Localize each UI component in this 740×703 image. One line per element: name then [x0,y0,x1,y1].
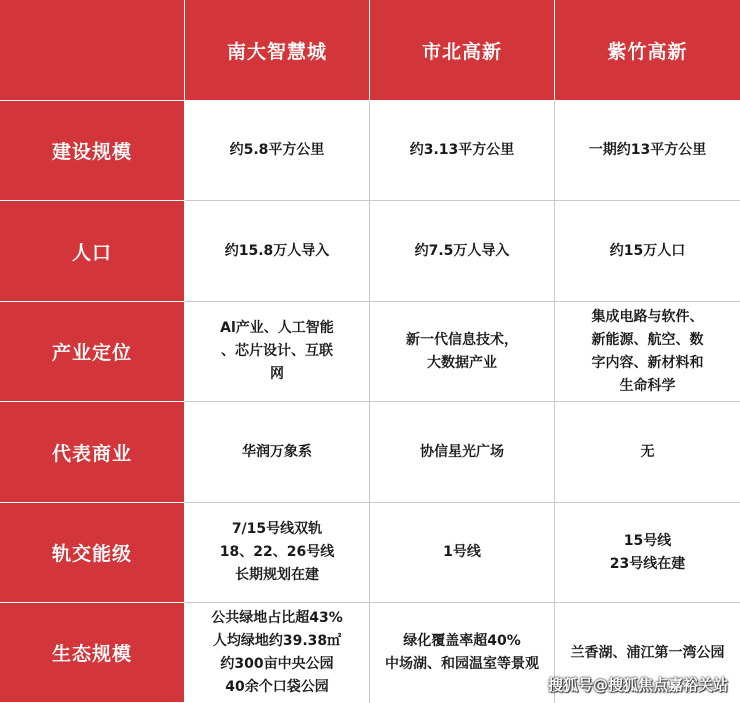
cell-line: 7/15号线双轨 [231,521,323,537]
table-cell [185,201,370,302]
cell-text [610,240,685,263]
cell-text [230,139,325,162]
row-label: 生态规模 [0,603,185,703]
cell-text [415,240,510,263]
cell-text [420,441,504,464]
cell-text [225,240,330,263]
table-cell [185,302,370,402]
cell-line: 约3.13平方公里 [409,142,515,158]
table-cell [555,101,740,201]
cell-line: 1号线 [443,544,481,560]
cell-line: 18、22、26号线 [219,544,335,560]
cell-line: 绿化覆盖率超40% [403,633,521,649]
table-cell [555,503,740,603]
table-cell [370,101,555,201]
watermark-text: 搜狐号@搜狐焦点嘉裕关站 [547,676,728,694]
cell-text [220,518,334,587]
cell-line: 长期规划在建 [234,567,319,583]
cell-text [406,329,518,375]
cell-text [220,317,334,386]
cell-line: 40余个口袋公园 [225,679,329,695]
cell-line: 字内容、新材料和 [591,354,704,371]
table-cell [185,603,370,703]
cell-line: 网 [269,366,284,382]
cell-line: 无 [640,443,655,460]
table-cell [370,402,555,503]
column-header-shibei: 市北高新 [370,0,555,101]
cell-text [410,139,515,162]
cell-text [571,642,725,665]
table-cell [555,201,740,302]
column-header-zizhu: 紫竹高新 [555,0,740,101]
cell-line: 华润万象系 [242,443,312,460]
cell-line: 一期约13平方公里 [588,142,707,158]
table-cell [185,101,370,201]
cell-text [592,306,704,398]
cell-line: 约15.8万人导入 [224,242,330,259]
cell-line: 人均绿地约39.38㎡ [212,633,342,649]
table-cell [370,201,555,302]
cell-line: 新能源、航空、数 [591,331,704,348]
cell-text [641,441,655,464]
row-label: 产业定位 [0,302,185,402]
table-cell [370,603,555,703]
cell-line: 新一代信息技术， [406,331,518,348]
cell-text [610,530,685,576]
cell-text [443,541,481,564]
row-label: 代表商业 [0,402,185,503]
table-cell [370,503,555,603]
cell-text [385,630,539,676]
cell-line: 约5.8平方公里 [229,142,325,158]
cell-line: 约7.5万人导入 [414,242,510,259]
cell-line: 、芯片设计、互联 [220,343,333,359]
table-cell [185,503,370,603]
row-label: 建设规模 [0,101,185,201]
cell-line: 生命科学 [619,377,676,394]
cell-line: 15号线 [623,532,672,549]
cell-line: 约15万人口 [609,242,686,259]
table-cell [555,302,740,402]
row-label: 轨交能级 [0,503,185,603]
cell-line: 中场湖、和园温室等景观 [385,656,539,672]
column-header-nanda: 南大智慧城 [185,0,370,101]
cell-line: 集成电路与软件、 [591,308,704,325]
table-cell [370,302,555,402]
cell-line: 协信星光广场 [420,443,504,460]
cell-line: 公共绿地占比超43% [211,610,343,626]
cell-line: 约300亩中央公园 [220,656,334,672]
cell-line: 23号线在建 [609,555,686,572]
cell-line: Al产业、人工智能 [220,320,334,336]
table-cell [185,402,370,503]
cell-text [211,607,343,699]
table-cell [555,402,740,503]
table-corner [0,0,185,101]
cell-text [242,441,312,464]
cell-line: 兰香湖、浦江第一湾公园 [570,644,725,661]
cell-line: 大数据产业 [427,354,497,371]
row-label: 人口 [0,201,185,302]
cell-text [589,139,706,162]
